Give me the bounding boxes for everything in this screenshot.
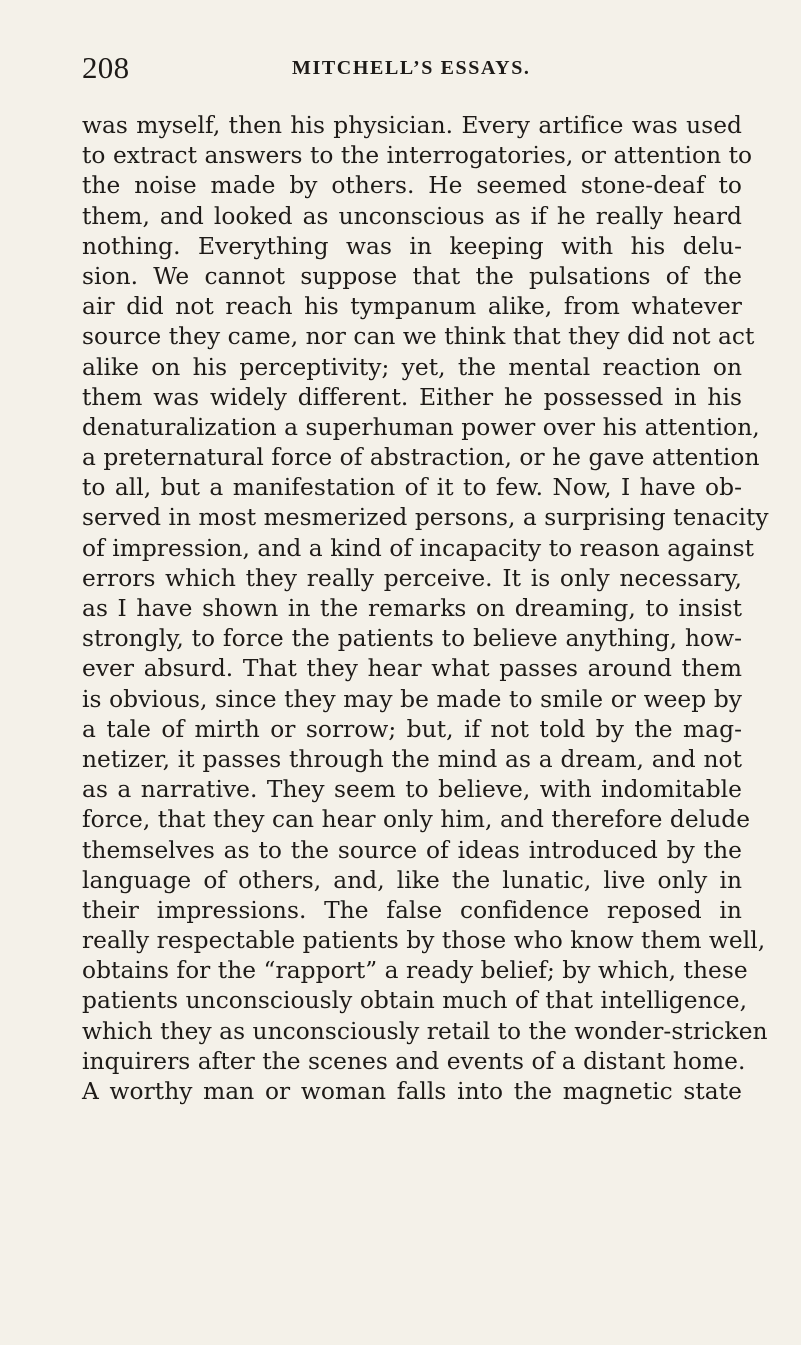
text-line: which they as unconsciously retail to the wonder-stricken [82, 1017, 768, 1045]
text-line: alike on his perceptivity; yet, the mental reaction on [82, 353, 742, 381]
text-line: a preternatural force of abstraction, or he gave attention [82, 444, 760, 472]
text-line: language of others, and, like the lunatic, live only in [82, 866, 742, 894]
text-line: their impressions. The false confidence reposed in [82, 896, 742, 924]
text-line: is obvious, since they may be made to smile or weep by [82, 685, 742, 713]
text-line: A worthy man or woman falls into the magnetic state [82, 1078, 742, 1105]
text-line: force, that they can hear only him, and therefore delude [82, 806, 751, 834]
text-line: of impression, and a kind of incapacity to reason against [82, 534, 755, 562]
text-line: strongly, to force the patients to believe anything, how- [82, 625, 742, 653]
text-line: inquirers after the scenes and events of a distant home. [82, 1047, 746, 1075]
text-line: really respectable patients by those who know them well, [82, 927, 766, 955]
text-line: as a narrative. They seem to believe, with indomitable [82, 776, 742, 804]
text-line: them was widely different. Either he possessed in his [82, 383, 742, 411]
text-line: served in most mesmerized persons, a surprising tenacity [82, 504, 769, 532]
text-line: ever absurd. That they hear what passes around them [82, 655, 742, 683]
text-line: errors which they really perceive. It is only necessary, [82, 564, 742, 592]
text-line: air did not reach his tympanum alike, from whatever [82, 293, 742, 321]
page-number: 208 [82, 50, 130, 85]
text-line: a tale of mirth or sorrow; but, if not told by the mag- [82, 715, 742, 743]
text-line: netizer, it passes through the mind as a dream, and not [82, 745, 742, 773]
text-line: as I have shown in the remarks on dreaming, to insist [82, 595, 742, 622]
text-line: obtains for the “rapport” a ready belief; by which, these [82, 957, 748, 985]
text-line: was myself, then his physician. Every artifice was used [82, 112, 742, 139]
page-header [82, 48, 732, 88]
text-line: source they came, nor can we think that they did not act [82, 323, 755, 351]
text-line: patients unconsciously obtain much of that intelligence, [82, 987, 748, 1015]
text-line: to extract answers to the interrogatories, or attention to [82, 142, 753, 170]
text-line: them, and looked as unconscious as if he really heard [82, 202, 742, 230]
body-text [82, 111, 769, 1107]
text-line: to all, but a manifestation of it to few. Now, I have ob- [82, 474, 742, 502]
text-line: denaturalization a superhuman power over his attention, [82, 413, 760, 441]
text-line: sion. We cannot suppose that the pulsations of the [82, 262, 742, 290]
text-line: nothing. Everything was in keeping with his delu- [82, 232, 742, 260]
text-line: the noise made by others. He seemed stone-deaf to [82, 172, 742, 200]
text-line: themselves as to the source of ideas introduced by the [82, 836, 742, 864]
running-head: MITCHELL’S ESSAYS. [292, 57, 531, 79]
